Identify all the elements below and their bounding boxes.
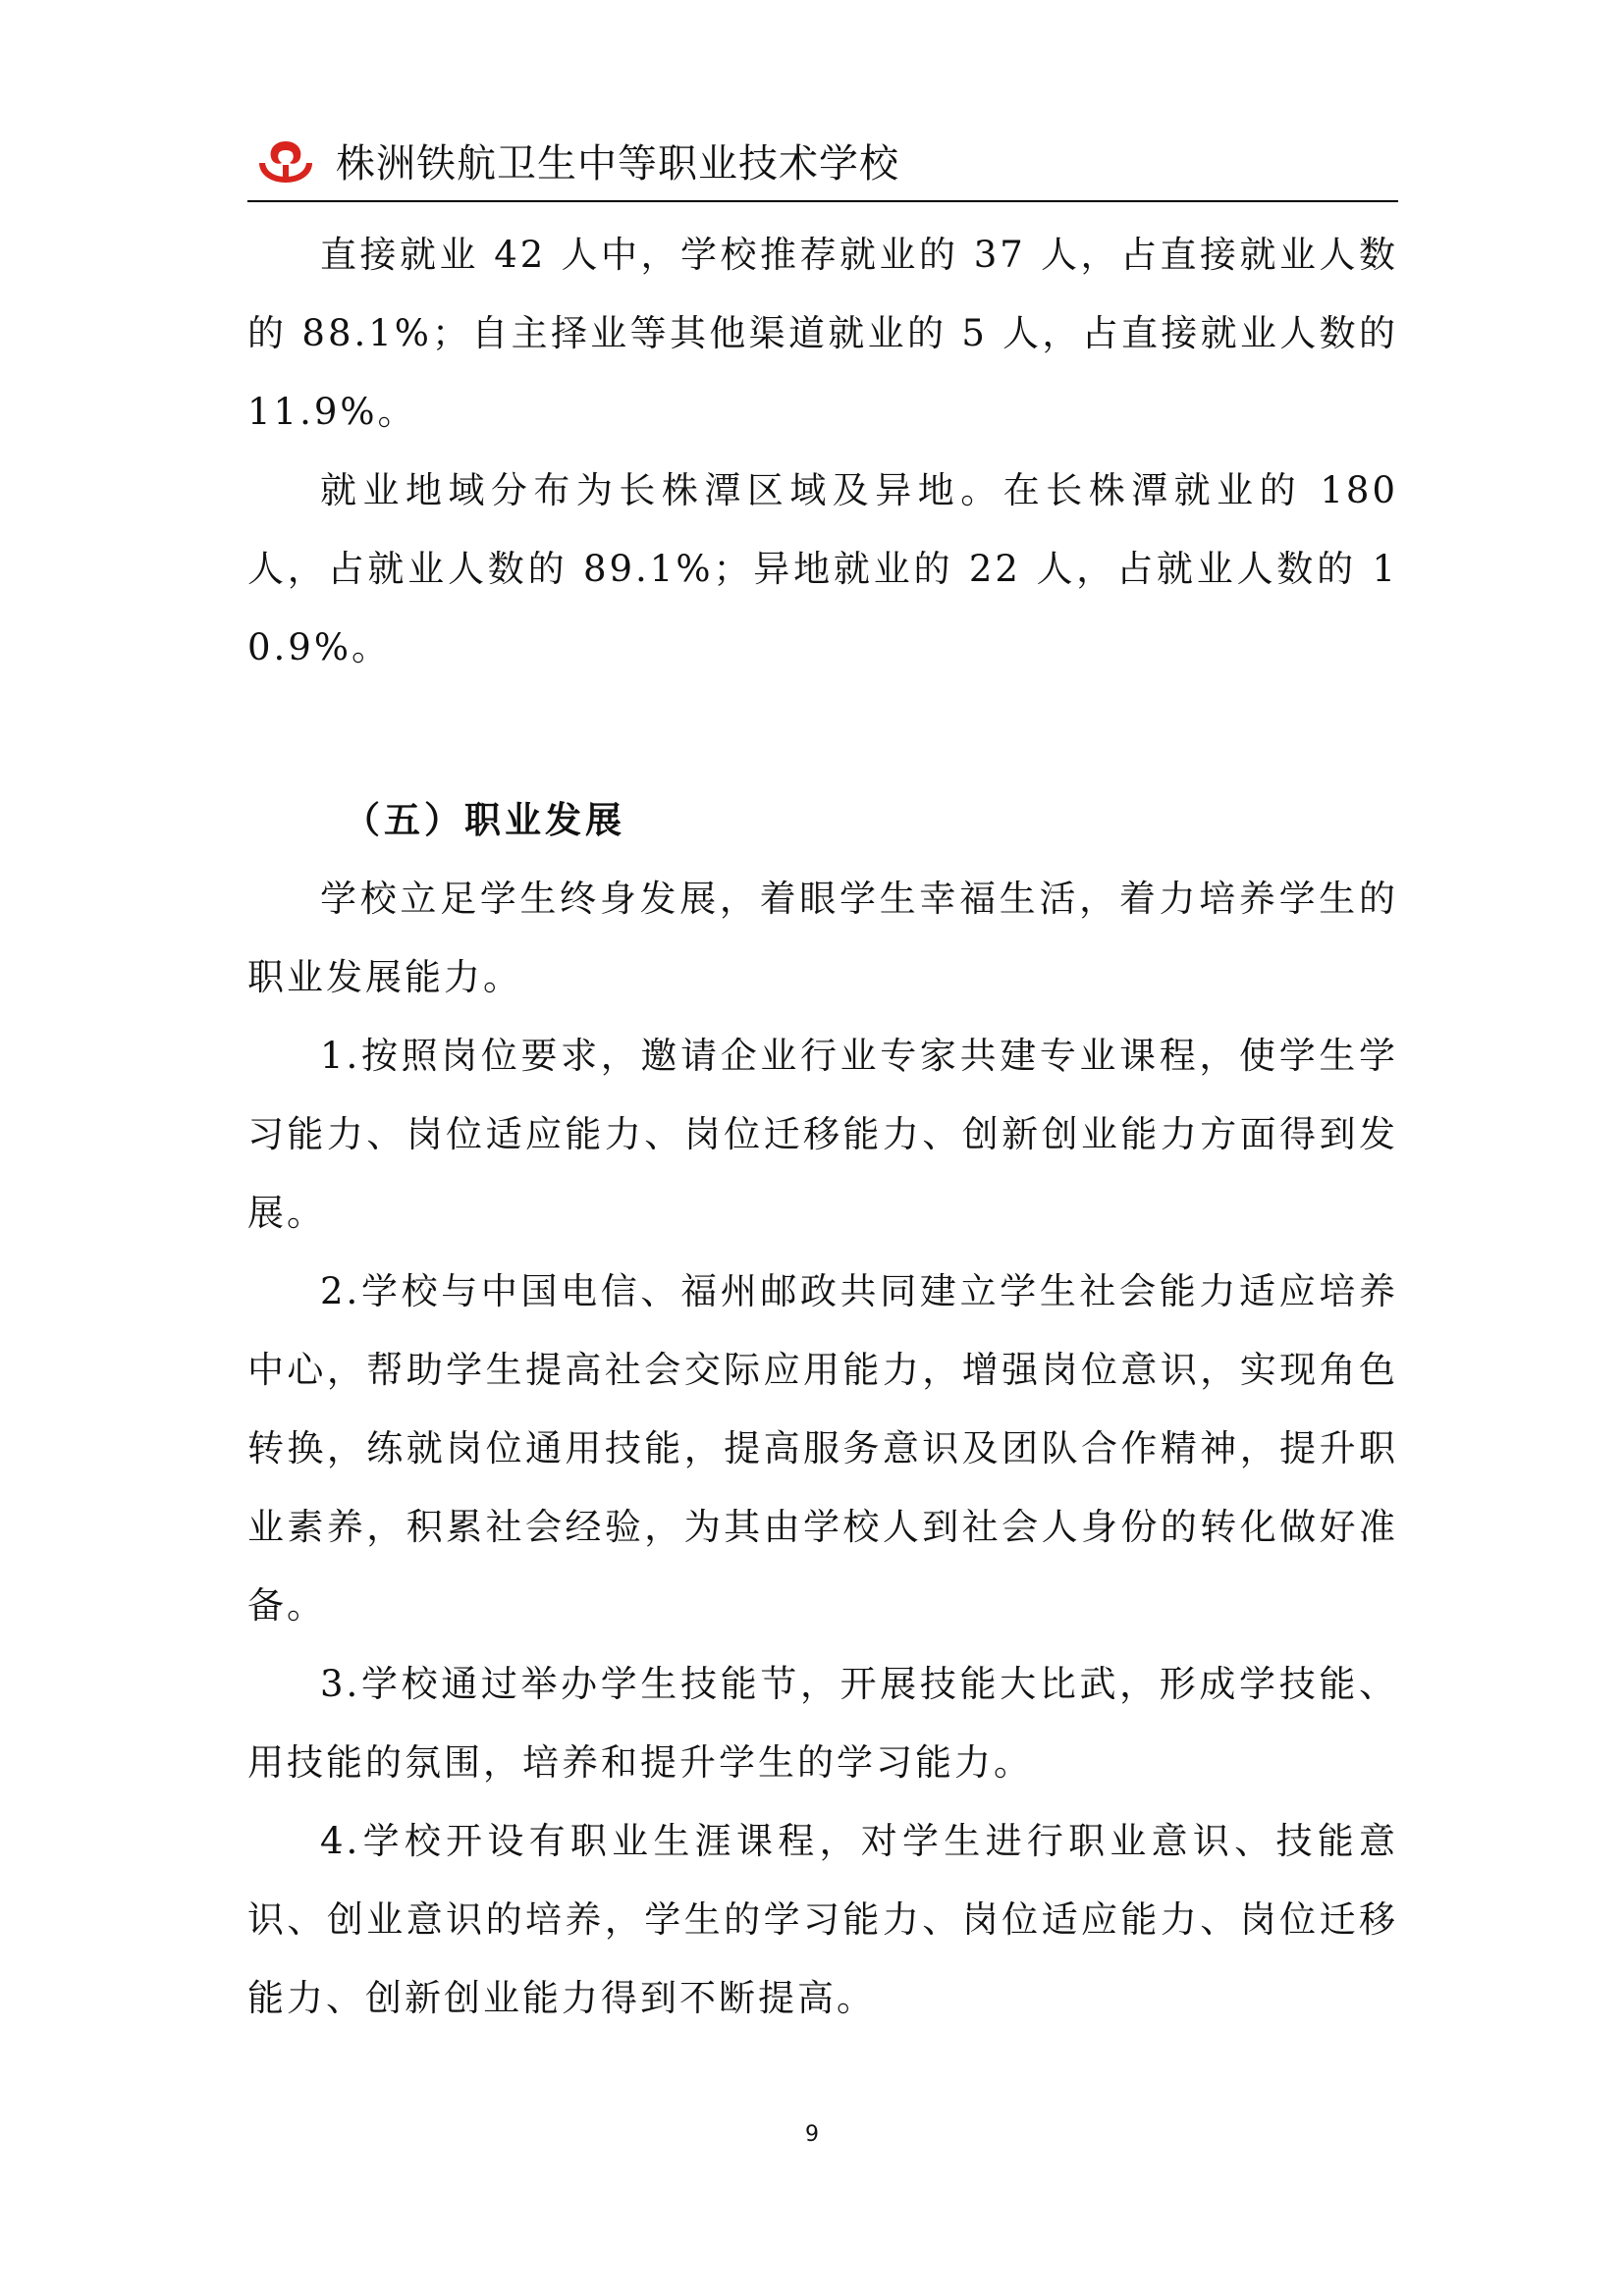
page-number: 9 bbox=[805, 2122, 819, 2147]
employment-region-paragraph: 就业地域分布为长株潭区域及异地。在长株潭就业的 180 人，占就业人数的 89.1%；异地就业的 22 人，占就业人数的 10.9%。 bbox=[247, 469, 1398, 668]
section-heading: （五）职业发展 bbox=[344, 799, 625, 841]
career-item-paragraph: 4.学校开设有职业生涯课程，对学生进行职业意识、技能意识、创业意识的培养，学生的学习能力、岗位适应能力、岗位迁移能力、创新创业能力得到不断提高。 bbox=[247, 1820, 1398, 2019]
career-item-paragraph: 2.学校与中国电信、福州邮政共同建立学生社会能力适应培养中心，帮助学生提高社会交际应用能力，增强岗位意识，实现角色转换，练就岗位通用技能，提高服务意识及团队合作精神，提升职业素养，积累社会经验，为其由学校人到社会人身份的转化做好准备。 bbox=[247, 1270, 1398, 1627]
career-item-paragraph: 3.学校通过举办学生技能节，开展技能大比武，形成学技能、用技能的氛围，培养和提升学生的学习能力。 bbox=[247, 1663, 1398, 1784]
document-body bbox=[247, 216, 1398, 2038]
school-logo-icon bbox=[253, 137, 318, 187]
page-header bbox=[247, 130, 1398, 200]
career-item-paragraph: 1.按照岗位要求，邀请企业行业专家共建专业课程，使学生学习能力、岗位适应能力、岗位迁移能力、创新创业能力方面得到发展。 bbox=[247, 1035, 1398, 1234]
career-intro-paragraph: 学校立足学生终身发展，着眼学生幸福生活，着力培养学生的职业发展能力。 bbox=[247, 878, 1398, 998]
school-name: 株洲铁航卫生中等职业技术学校 bbox=[336, 141, 899, 187]
employment-channel-paragraph: 直接就业 42 人中，学校推荐就业的 37 人，占直接就业人数的 88.1%；自主择业等其他渠道就业的 5 人，占直接就业人数的 11.9%。 bbox=[247, 234, 1398, 433]
header-divider bbox=[247, 200, 1398, 202]
